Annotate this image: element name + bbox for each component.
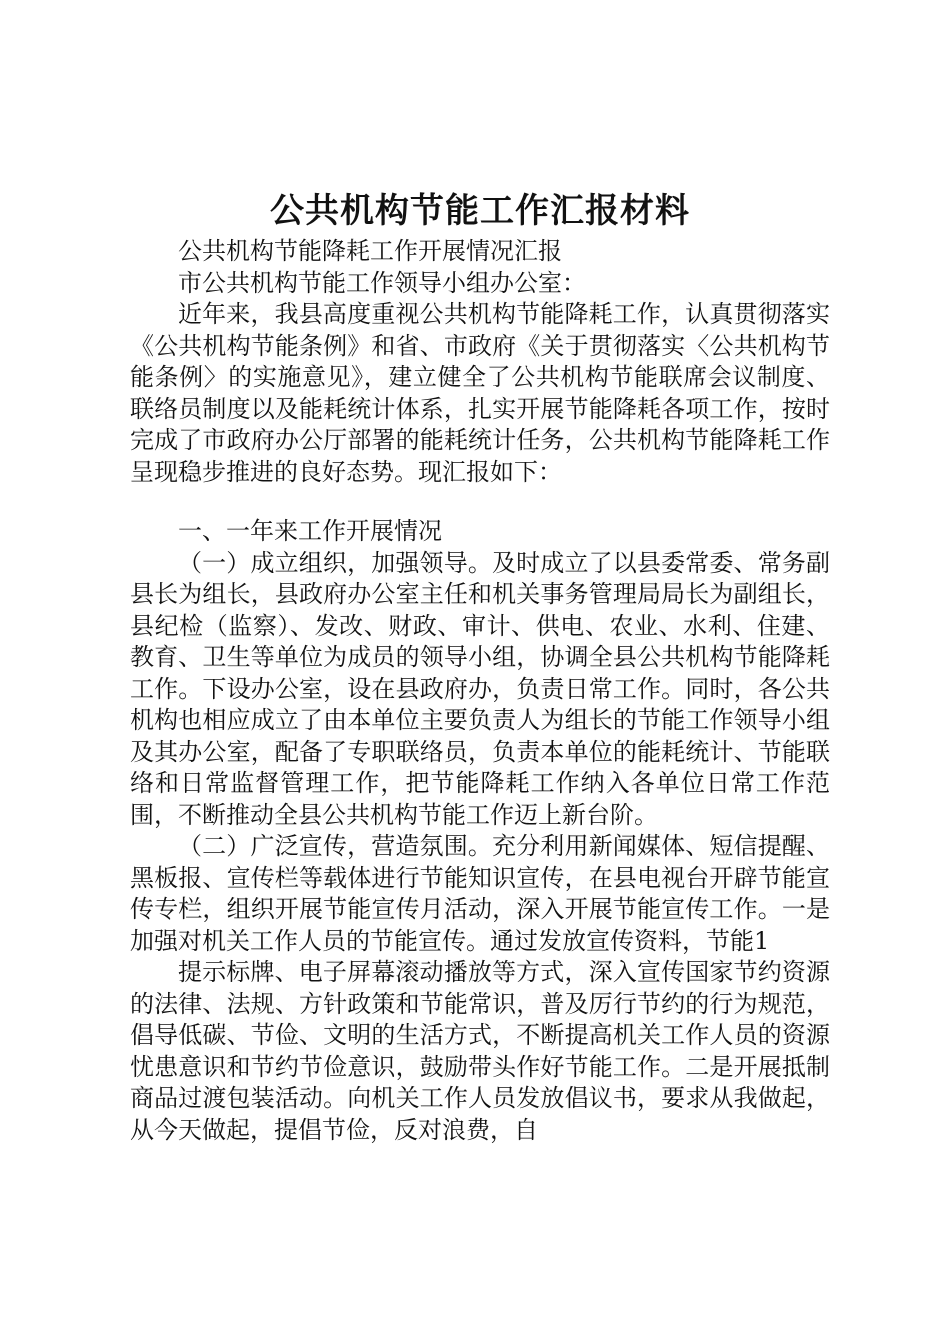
item-2-paragraph: （二）广泛宣传，营造氛围。充分利用新闻媒体、短信提醒、黑板报、宣传栏等载体进行节能知识宣传，在县电视台开辟节能宣传专栏，组织开展节能宣传月活动，深入开展节能宣传工作。一是加强对机关工作人员的节能宣传。通过发放宣传资料，节能1 [130,832,830,955]
item-2-continuation: 提示标牌、电子屏幕滚动播放等方式，深入宣传国家节约资源的法律、法规、方针政策和节能常识，普及厉行节约的行为规范，倡导低碳、节俭、文明的生活方式，不断提高机关工作人员的资源忧患意识和节约节俭意识，鼓励带头作好节能工作。二是开展抵制商品过渡包装活动。向机关工作人员发放倡议书，要求从我做起，从今天做起，提倡节俭，反对浪费，自 [130,958,830,1144]
intro-paragraph: 近年来，我县高度重视公共机构节能降耗工作，认真贯彻落实《公共机构节能条例》和省、市政府《关于贯彻落实〈公共机构节能条例〉的实施意见》，建立健全了公共机构节能联席会议制度、联络员制度以及能耗统计体系，扎实开展节能降耗各项工作，按时完成了市政府办公厅部署的能耗统计任务，公共机构节能降耗工作呈现稳步推进的良好态势。现汇报如下： [130,300,830,486]
document-title: 公共机构节能工作汇报材料 [270,191,690,231]
recipient-line: 市公共机构节能工作领导小组办公室： [178,268,586,297]
item-1-paragraph: （一）成立组织，加强领导。及时成立了以县委常委、常务副县长为组长，县政府办公室主任和机关事务管理局局长为副组长，县纪检（监察）、发改、财政、审计、供电、农业、水利、住建、教育、卫生等单位为成员的领导小组，协调全县公共机构节能降耗工作。下设办公室，设在县政府办，负责日常工作。同时，各公共机构也相应成立了由本单位主要负责人为组长的节能工作领导小组及其办公室，配备了专职联络员，负责本单位的能耗统计、节能联络和日常监督管理工作，把节能降耗工作纳入各单位日常工作范围，不断推动全县公共机构节能工作迈上新台阶。 [130,548,830,829]
section-heading: 一、一年来工作开展情况 [178,517,442,545]
paragraph-gap [130,488,830,516]
document-subtitle: 公共机构节能降耗工作开展情况汇报 [178,237,562,265]
document-page [130,188,830,1146]
